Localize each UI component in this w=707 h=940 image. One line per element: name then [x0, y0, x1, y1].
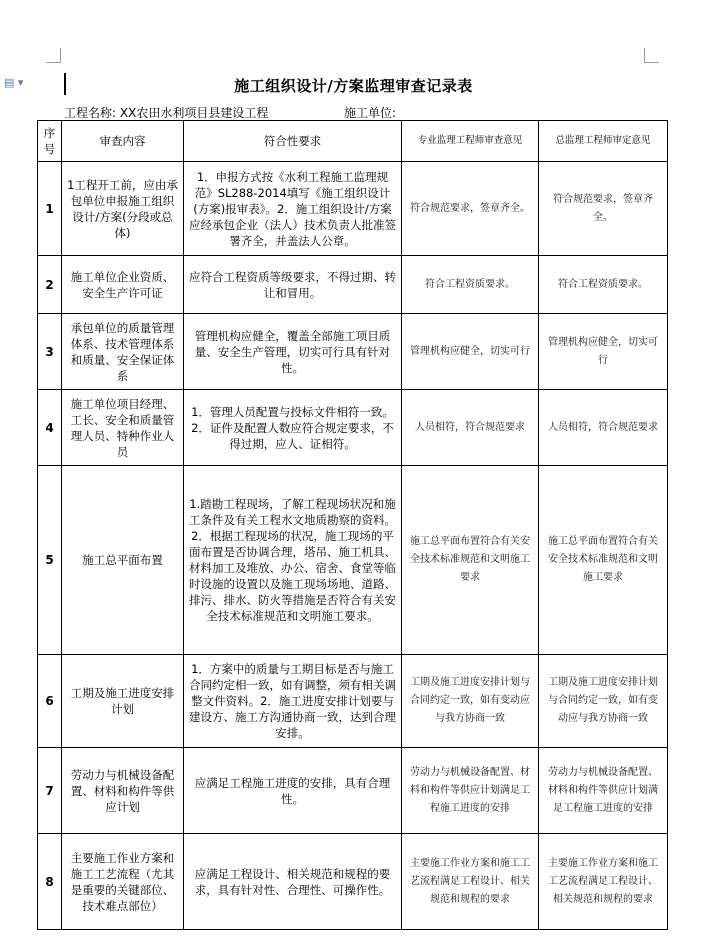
- table-header-row: [38, 121, 668, 162]
- table-row: [38, 390, 668, 466]
- row-content: 承包单位的质量管理体系、技术管理体系和质量、安全保证体系: [62, 314, 184, 390]
- row-chief-opinion: 符合工程资质要求。: [539, 256, 668, 314]
- row-seq: 2: [38, 256, 62, 314]
- row-seq: 3: [38, 314, 62, 390]
- row-content: 主要施工作业方案和施工工艺流程（尤其是重要的关键部位、技术难点部位）: [62, 834, 184, 930]
- crop-mark-right: [644, 48, 659, 63]
- row-specialist-opinion: 符合工程资质要求。: [402, 256, 539, 314]
- row-content: 施工总平面布置: [62, 466, 184, 655]
- table-row: [38, 834, 668, 930]
- row-content: 1工程开工前，应由承包单位申报施工组织设计/方案(分段或总体): [62, 162, 184, 256]
- row-content: 施工单位项目经理、工长、安全和质量管理人员、特种作业人员: [62, 390, 184, 466]
- row-requirement: 应符合工程资质等级要求，不得过期、转让和冒用。: [184, 256, 402, 314]
- row-requirement: 应满足工程施工进度的安排，具有合理性。: [184, 748, 402, 834]
- table-row: [38, 314, 668, 390]
- row-seq: 7: [38, 748, 62, 834]
- row-content: 劳动力与机械设备配置、材料和构件等供应计划: [62, 748, 184, 834]
- header-chief: 总监理工程师审定意见: [539, 121, 668, 162]
- row-requirement: 管理机构应健全，覆盖全部施工项目质量、安全生产管理，切实可行具有针对性。: [184, 314, 402, 390]
- review-table: [37, 120, 668, 930]
- row-chief-opinion: 劳动力与机械设备配置、材料和构件等供应计划满足工程施工进度的安排: [539, 748, 668, 834]
- table-row: [38, 256, 668, 314]
- header-seq: 序号: [38, 121, 62, 162]
- header-content: 审查内容: [62, 121, 184, 162]
- row-requirement: 1．方案中的质量与工期目标是否与施工合同约定相一致，如有调整，须有相关调整文件资料。2．施工进度安排计划要与建设方、施工方沟通协商一致，达到合理安排。: [184, 655, 402, 748]
- row-specialist-opinion: 工期及施工进度安排计划与合同约定一致，如有变动应与我方协商一致: [402, 655, 539, 748]
- row-seq: 5: [38, 466, 62, 655]
- row-specialist-opinion: 劳动力与机械设备配置、材料和构件等供应计划满足工程施工进度的安排: [402, 748, 539, 834]
- table-row: [38, 655, 668, 748]
- row-chief-opinion: 工期及施工进度安排计划与合同约定一致，如有变动应与我方协商一致: [539, 655, 668, 748]
- page-title: 施工组织设计/方案监理审查记录表: [234, 77, 473, 95]
- table-row: [38, 748, 668, 834]
- row-specialist-opinion: 施工总平面布置符合有关安全技术标准规范和文明施工要求: [402, 466, 539, 655]
- row-specialist-opinion: 人员相符，符合规范要求: [402, 390, 539, 466]
- row-seq: 1: [38, 162, 62, 256]
- row-chief-opinion: 管理机构应健全，切实可行: [539, 314, 668, 390]
- row-requirement: 1．管理人员配置与投标文件相符一致。2．证件及配置人数应符合规定要求，不得过期，应人、证相符。: [184, 390, 402, 466]
- row-seq: 4: [38, 390, 62, 466]
- crop-mark-left: [46, 48, 61, 63]
- row-requirement: 1．申报方式按《水利工程施工监理规范》SL288-2014填写《施工组织设计(方案)报审表》。2．施工组织设计/方案应经承包企业（法人）技术负责人批准签署齐全，并盖法人公章。: [184, 162, 402, 256]
- project-name-line: [64, 104, 268, 121]
- row-specialist-opinion: 管理机构应健全，切实可行: [402, 314, 539, 390]
- row-chief-opinion: 施工总平面布置符合有关安全技术标准规范和文明施工要求: [539, 466, 668, 655]
- row-specialist-opinion: 主要施工作业方案和施工工艺流程满足工程设计、相关规范和规程的要求: [402, 834, 539, 930]
- row-requirement: 应满足工程设计、相关规范和规程的要求，具有针对性、合理性、可操作性。: [184, 834, 402, 930]
- row-chief-opinion: 符合规范要求，签章齐全。: [539, 162, 668, 256]
- row-content: 施工单位企业资质、安全生产许可证: [62, 256, 184, 314]
- row-seq: 8: [38, 834, 62, 930]
- row-seq: 6: [38, 655, 62, 748]
- document-icon[interactable]: ▤ ▾: [4, 76, 24, 89]
- construction-unit-line: [344, 104, 396, 121]
- unit-label: 施工单位:: [344, 106, 397, 120]
- table-row: [38, 466, 668, 655]
- row-specialist-opinion: 符合规范要求，签章齐全。: [402, 162, 539, 256]
- row-chief-opinion: 人员相符，符合规范要求: [539, 390, 668, 466]
- row-content: 工期及施工进度安排计划: [62, 655, 184, 748]
- row-chief-opinion: 主要施工作业方案和施工工艺流程满足工程设计、相关规范和规程的要求: [539, 834, 668, 930]
- header-requirement: 符合性要求: [184, 121, 402, 162]
- project-label: 工程名称:: [64, 106, 117, 120]
- header-specialist: 专业监理工程师审查意见: [402, 121, 539, 162]
- project-name: XX农田水利项目县建设工程: [119, 106, 269, 120]
- table-row: [38, 162, 668, 256]
- row-requirement: 1.踏勘工程现场，了解工程现场状况和施工条件及有关工程水文地质勘察的资料。2．根据工程现场的状况，施工现场的平面布置是否协调合理，塔吊、施工机具、材料加工及堆放、办公、宿舍、食堂等临时设施的设置以及施工现场场地、道路、排污、排水、防火等措施是否符合有关安全技术标准规范和文明施工要求。: [184, 466, 402, 655]
